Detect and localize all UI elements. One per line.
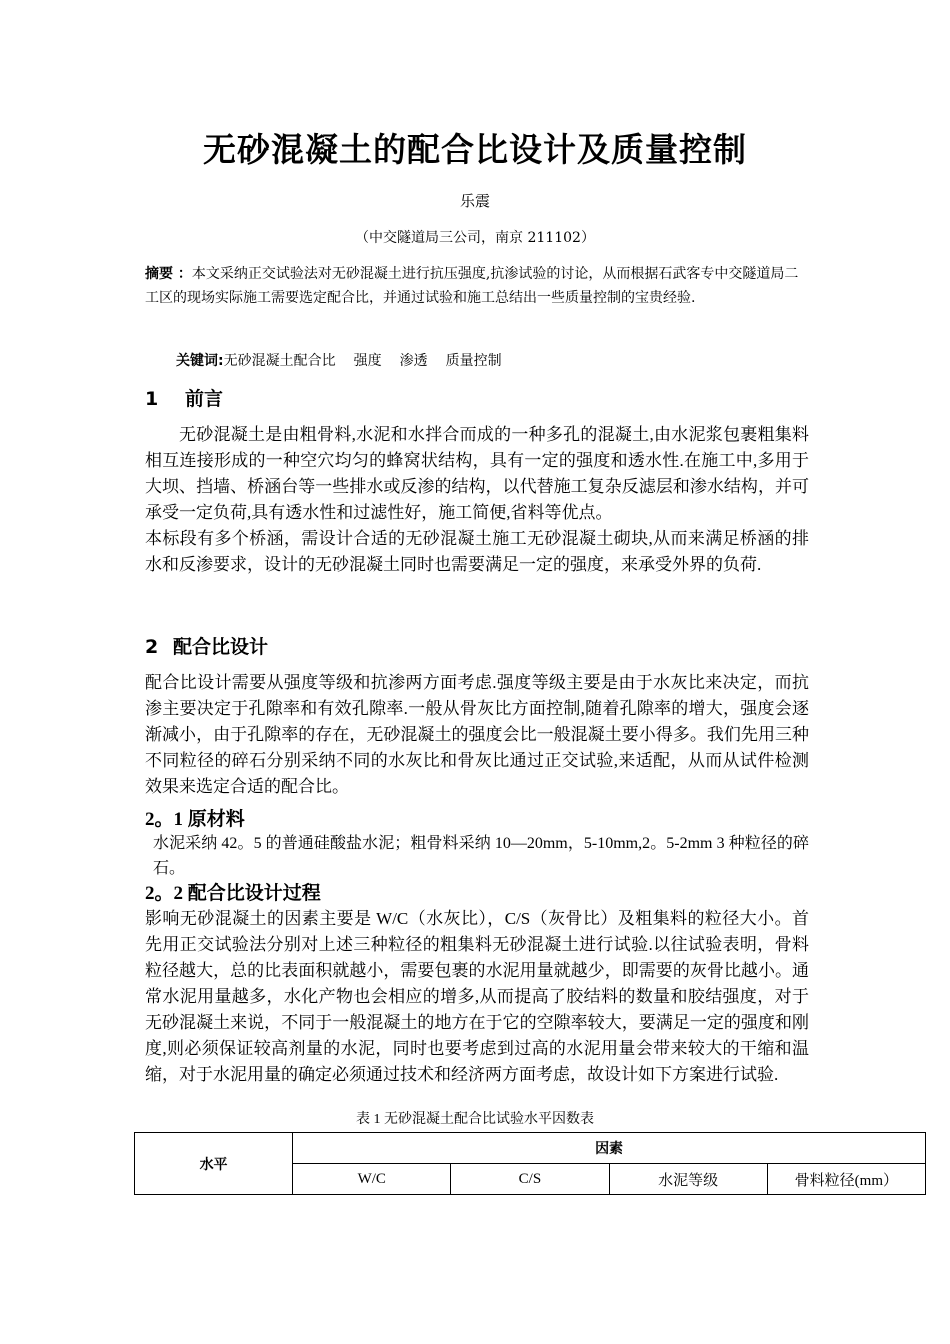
author-affiliation: （中交隧道局三公司，南京 211102） xyxy=(355,230,595,246)
level-header: 水平 xyxy=(135,1133,293,1195)
document-title: 无砂混凝土的配合比设计及质量控制 xyxy=(203,130,747,169)
paragraph: 本标段有多个桥涵，需设计合适的无砂混凝土施工无砂混凝土砌块,从而来满足桥涵的排水和反渗要求，设计的无砂混凝土同时也需要满足一定的强度，来承受外界的负荷. xyxy=(145,529,809,574)
section-number: 2 xyxy=(145,636,159,658)
keyword: 无砂混凝土配合比 xyxy=(223,353,336,369)
abstract xyxy=(145,262,809,310)
paragraph: 影响无砂混凝土的因素主要是 W/C（水灰比），C/S（灰骨比）及粗集料的粒径大小。首先用正交试验法分别对上述三种粒径的粗集料无砂混凝土进行试验.以往试验表明，骨料粒径越大，总的比表面积就越小，需要包裹的水泥用量就越少，即需要的灰骨比越小。通常水泥用量越多，水化产物也会相应的增多,从而提高了胶结料的数量和胶结强度，对于无砂混凝土来说，不同于一般混凝土的地方在于它的空隙率较大，要满足一定的强度和刚度,则必须保证较高剂量的水泥，同时也要考虑到过高的水泥用量会带来较大的干缩和温缩，对于水泥用量的确定必须通过技术和经济两方面考虑，故设计如下方案进行试验. xyxy=(145,909,809,1084)
section-1-body xyxy=(145,422,809,578)
section-2-body xyxy=(145,670,809,800)
subsection-heading-2-1: 2。1 原材料 xyxy=(145,809,245,830)
subsection-heading-2-2: 2。2 配合比设计过程 xyxy=(145,883,321,904)
keyword: 渗透 xyxy=(399,353,428,369)
factor-header: 因素 xyxy=(293,1133,926,1164)
keywords xyxy=(176,350,816,372)
paragraph: 无砂混凝土是由粗骨料,水泥和水拌合而成的一种多孔的混凝土,由水泥浆包裹粗集料相互连接形成的一种空穴均匀的蜂窝状结构，具有一定的强度和透水性.在施工中,多用于大坝、挡墙、桥涵台等一些排水或反渗的结构，以代替施工复杂反滤层和渗水结构，并可承受一定负荷,具有透水性和过滤性好，施工简便,省料等优点。 xyxy=(145,425,809,522)
table-caption: 表 1 无砂混凝土配合比试验水平因数表 xyxy=(356,1112,594,1127)
column-header: 水泥等级 xyxy=(609,1164,767,1195)
section-heading-2 xyxy=(145,634,268,660)
keyword: 强度 xyxy=(353,353,382,369)
column-header: C/S xyxy=(451,1164,609,1195)
section-number: 1 xyxy=(145,388,159,410)
abstract-text: 本文采纳正交试验法对无砂混凝土进行抗压强度,抗渗试验的讨论，从而根据石武客专中交隧道局二工区的现场实际施工需要选定配合比，并通过试验和施工总结出一些质量控制的宝贵经验. xyxy=(145,266,799,306)
section-title: 配合比设计 xyxy=(173,636,269,658)
paragraph: 配合比设计需要从强度等级和抗渗两方面考虑.强度等级主要是由于水灰比来决定，而抗渗主要决定于孔隙率和有效孔隙率.一般从骨灰比方面控制,随着孔隙率的增大，强度会逐渐减小，由于孔隙率的存在，无砂混凝土的强度会比一般混凝土要小得多。我们先用三种不同粒径的碎石分别采纳不同的水灰比和骨灰比通过正交试验,来适配，从而从试件检测效果来选定合适的配合比。 xyxy=(145,673,809,796)
abstract-label: 摘要 ： xyxy=(145,266,192,282)
subsection-2-1-body xyxy=(145,831,809,881)
level-factor-table xyxy=(134,1132,926,1195)
section-heading-1 xyxy=(145,386,223,412)
subsection-2-2-body xyxy=(145,906,809,1088)
keyword: 质量控制 xyxy=(445,353,502,369)
section-title: 前言 xyxy=(185,388,224,410)
column-header: 骨料粒径(mm） xyxy=(767,1164,925,1195)
keywords-label: 关键词: xyxy=(176,353,224,369)
paragraph: 水泥采纳 42。5 的普通硅酸盐水泥；粗骨料采纳 10—20mm，5-10mm,2。5-2mm 3 种粒径的碎石。 xyxy=(153,835,809,877)
table-header-row xyxy=(135,1133,926,1164)
author-name: 乐震 xyxy=(459,192,490,210)
column-header: W/C xyxy=(293,1164,451,1195)
